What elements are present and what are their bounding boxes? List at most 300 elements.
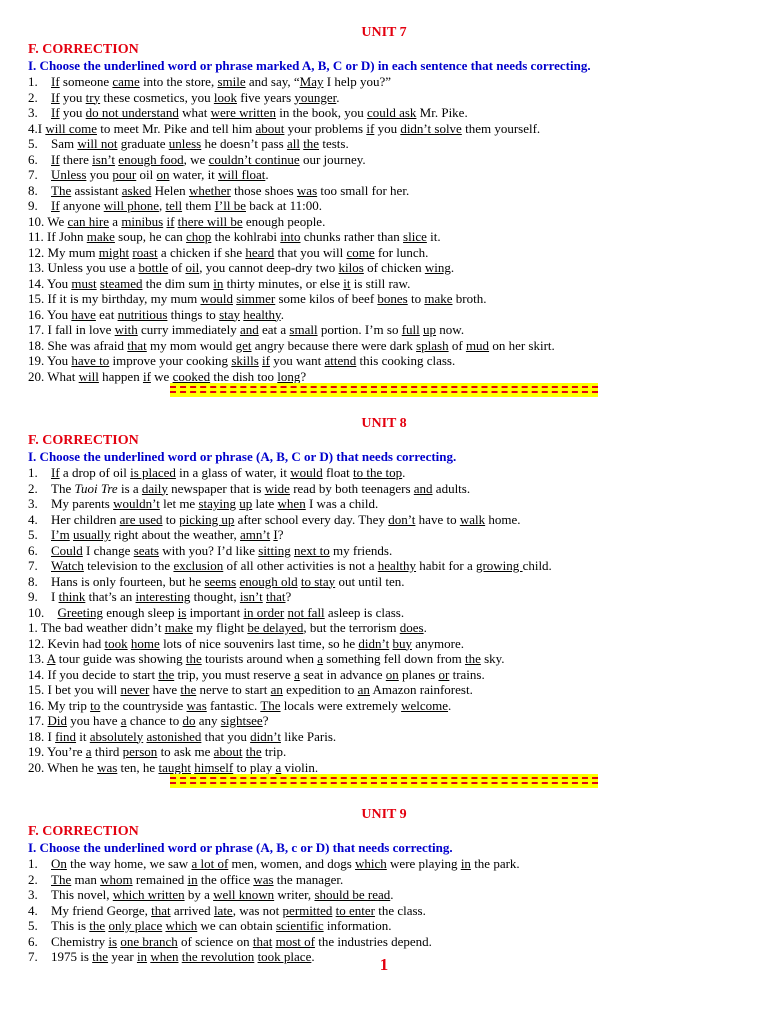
italic-title: Tuoi Tre — [74, 480, 118, 496]
question-number: 6. — [28, 933, 38, 949]
underlined-option: sightsee — [220, 713, 263, 728]
underlined-option: a — [85, 744, 92, 759]
sentence-text: to — [407, 291, 425, 306]
underlined-option: healthy — [377, 558, 417, 573]
question-item — [28, 682, 740, 698]
underlined-option: to stay — [300, 573, 336, 589]
underlined-option: Could — [51, 542, 83, 558]
sentence-text: into the store, — [139, 74, 218, 89]
sentence-text: tourists around when — [201, 651, 318, 666]
question-item — [28, 183, 740, 199]
question-item — [28, 512, 740, 528]
sentence-text: ? — [277, 527, 284, 542]
sentence-text: float — [322, 465, 354, 480]
sentence-text: is still raw. — [350, 275, 411, 291]
underlined-option: that — [127, 337, 147, 353]
sentence-text: tests. — [319, 136, 349, 151]
underlined-option: stay — [219, 306, 241, 322]
unit-title: UNIT 7 — [361, 25, 407, 40]
underlined-option: astonished — [146, 728, 202, 744]
underlined-option: an — [270, 682, 283, 697]
sentence-text: of science on — [177, 933, 253, 949]
underlined-option: sitting — [258, 542, 291, 558]
question-number: 16. — [28, 306, 45, 322]
sentence-text: You’re — [44, 744, 86, 759]
question-item — [28, 636, 740, 652]
underlined-option: a — [317, 651, 324, 666]
sentence-text: year — [108, 949, 137, 964]
sentence-text: If John — [43, 229, 87, 244]
sentence-text: broth. — [452, 291, 487, 306]
question-item — [28, 276, 740, 292]
underlined-option: might — [98, 244, 130, 260]
sentence-text: we — [150, 368, 173, 384]
question-item — [28, 605, 740, 621]
sentence-text: . — [336, 89, 340, 105]
sentence-text: let me — [159, 496, 199, 511]
question-number: 7. — [28, 949, 38, 964]
underlined-option: could ask — [366, 105, 417, 120]
underlined-option: the — [303, 136, 320, 151]
sentence-text: water, it — [169, 167, 219, 182]
underlined-option: full — [401, 322, 420, 337]
sentence-text: of all other activities is not a — [223, 558, 378, 573]
sentence-text: , you cannot deep-dry two — [199, 260, 339, 275]
underlined-option: and — [413, 480, 433, 496]
sentence-text: This novel, — [51, 887, 113, 902]
underlined-option: absolutely — [89, 728, 144, 744]
underlined-option: try — [85, 89, 101, 105]
sentence-text: enough sleep — [102, 604, 178, 620]
sentence-text: these cosmetics, you — [100, 89, 214, 105]
section-title: F. CORRECTION — [28, 42, 139, 57]
underlined-option: If — [51, 105, 60, 120]
sentence-text: we can obtain — [197, 918, 276, 933]
question-item — [28, 744, 740, 760]
underlined-option: be delayed — [247, 620, 304, 635]
question-item — [28, 121, 740, 137]
underlined-option: into — [280, 229, 301, 244]
sentence-text: seat in advance — [299, 666, 386, 682]
sentence-text: things to — [167, 306, 220, 322]
sentence-text: arrived — [170, 902, 214, 918]
question-number: 6. — [28, 542, 38, 558]
underlined-option: long — [277, 368, 301, 384]
question-number: 16. — [28, 697, 45, 713]
question-number: 4. — [28, 120, 38, 136]
sentence-text: he doesn’t pass — [201, 136, 287, 151]
question-item — [28, 667, 740, 683]
underlined-option: should be read — [314, 887, 391, 902]
sentence-text: trains. — [449, 666, 485, 682]
question-item — [28, 214, 740, 230]
underlined-option: Did — [47, 713, 67, 728]
sentence-text: The — [51, 480, 75, 496]
question-item — [28, 887, 740, 903]
question-item — [28, 574, 740, 590]
sentence-text: you — [59, 89, 86, 105]
sentence-text: Chemistry — [51, 933, 109, 949]
question-number: 9. — [28, 589, 38, 604]
underlined-option: a lot of — [191, 856, 229, 871]
underlined-option: which — [355, 856, 387, 871]
underlined-option: that — [151, 902, 171, 918]
underlined-option: which written — [112, 887, 185, 902]
question-item — [28, 152, 740, 168]
instruction: I. Choose the underlined word or phrase (A, B, C or D) that needs correcting. — [28, 449, 457, 464]
sentence-text: , we — [183, 151, 209, 167]
underlined-option: permitted — [282, 902, 333, 918]
underlined-option: picking up — [179, 511, 235, 527]
underlined-option: most of — [275, 933, 315, 949]
sentence-text: My friend George, — [51, 902, 152, 918]
sentence-text: back at 11:00. — [245, 198, 323, 213]
sentence-text: graduate — [117, 136, 169, 151]
underlined-option: on — [156, 167, 170, 182]
sentence-text: for lunch. — [374, 244, 429, 260]
question-number: 7. — [28, 167, 38, 182]
sentence-text: on her skirt. — [489, 337, 555, 353]
sentence-text: The bad weather didn’t — [37, 620, 165, 635]
underlined-option: seats — [133, 542, 159, 558]
sentence-text: enough people. — [242, 213, 326, 229]
underlined-option: when — [277, 496, 306, 511]
sentence-text: to — [162, 511, 180, 527]
underlined-option: wide — [264, 480, 290, 496]
section-title: F. CORRECTION — [28, 824, 139, 839]
sentence-text: anyone — [59, 198, 104, 213]
sentence-text: the kohlrabi — [211, 229, 281, 244]
sentence-text: important — [186, 604, 244, 620]
sentence-text: eat — [95, 306, 118, 322]
underlined-option: must — [71, 275, 97, 291]
question-item — [28, 729, 740, 745]
sentence-text: If you decide to start — [44, 666, 159, 682]
question-number: 5. — [28, 918, 38, 933]
underlined-option: If — [51, 89, 60, 105]
sentence-text: a chicken if she — [157, 244, 246, 260]
sentence-text: ? — [300, 368, 307, 384]
underlined-option: on — [385, 666, 399, 682]
sentence-text: a drop of oil — [59, 465, 131, 480]
underlined-option: whom — [100, 871, 133, 887]
question-item — [28, 698, 740, 714]
sentence-text: in the book, you — [275, 105, 367, 120]
question-number: 12. — [28, 244, 45, 260]
question-item — [28, 918, 740, 934]
question-number: 3. — [28, 496, 38, 511]
sentence-text: you — [86, 167, 113, 182]
question-number: 15. — [28, 682, 45, 697]
sentence-text: , — [158, 198, 166, 213]
sentence-text: Unless you use a — [44, 260, 139, 275]
sentence-text: Hans is only fourteen, but he — [51, 573, 205, 589]
question-item — [28, 322, 740, 338]
sentence-text: You — [44, 275, 72, 291]
underlined-option: make — [424, 291, 453, 306]
sentence-text: My mum — [44, 244, 99, 260]
underlined-option: were written — [210, 105, 276, 120]
question-number: 18. — [28, 728, 45, 744]
underlined-option: growing — [475, 558, 523, 573]
underlined-option: If — [51, 151, 60, 167]
underlined-option: splash — [416, 337, 449, 353]
instruction: I. Choose the underlined word or phrase (A, B, c or D) that needs correcting. — [28, 840, 453, 855]
sentence-text: the dish too — [210, 368, 278, 384]
underlined-option: welcome — [401, 697, 449, 713]
sentence-text: have to — [415, 511, 460, 527]
separator-bar — [170, 383, 598, 397]
underlined-option: younger — [294, 89, 337, 105]
question-number: 13. — [28, 260, 45, 275]
underlined-option: about — [255, 120, 285, 136]
sentence-text: and say, “ — [245, 74, 300, 89]
underlined-option: unless — [168, 136, 202, 151]
underlined-option: couldn’t continue — [208, 151, 300, 167]
sentence-text: I — [44, 728, 56, 744]
underlined-option: I’ll be — [214, 198, 246, 213]
sentence-text: any — [195, 713, 221, 728]
sentence-text: I bet you will — [44, 682, 121, 697]
sentence-text: Amazon rainforest. — [369, 682, 473, 697]
sentence-text: . — [423, 620, 427, 635]
question-item — [28, 481, 740, 497]
underlined-option: The — [260, 697, 281, 713]
underlined-option: only place — [108, 918, 163, 933]
underlined-option: are used — [119, 511, 163, 527]
underlined-option: bones — [377, 291, 408, 306]
instruction: I. Choose the underlined word or phrase marked A, B, C or D) in each sentence that needs correcting. — [28, 58, 591, 73]
sentence-text: If it is my birthday, my mum — [44, 291, 201, 306]
sentence-text: the office — [197, 871, 254, 887]
sentence-text: the countryside — [100, 697, 187, 713]
sentence-text: read by both teenagers — [289, 480, 414, 496]
underlined-option: taught — [158, 759, 191, 775]
question-item — [28, 167, 740, 183]
underlined-option: walk — [459, 511, 486, 527]
sentence-text: out until ten. — [335, 573, 405, 589]
underlined-option: asked — [121, 182, 152, 198]
underlined-option: slice — [403, 229, 427, 244]
question-number: 8. — [28, 573, 38, 589]
underlined-option: pour — [112, 167, 137, 182]
underlined-option: didn’t — [250, 728, 281, 744]
unit-title: UNIT 9 — [361, 807, 407, 822]
unit-9-block — [28, 806, 740, 965]
underlined-option: if — [166, 213, 175, 229]
question-item — [28, 558, 740, 574]
section-title: F. CORRECTION — [28, 433, 139, 448]
sentence-text: of — [448, 337, 466, 353]
sentence-text: . — [390, 887, 394, 902]
underlined-option: person — [122, 744, 158, 759]
sentence-text: newspaper that is — [167, 480, 265, 496]
sentence-text: too small for her. — [317, 182, 410, 198]
underlined-option: the revolution — [181, 949, 255, 964]
underlined-option: chop — [186, 229, 212, 244]
underlined-option: will come — [45, 120, 97, 136]
question-number: 5. — [28, 527, 38, 542]
sentence-text: , but the terrorism — [303, 620, 400, 635]
underlined-option: make — [164, 620, 193, 635]
underlined-option: small — [289, 322, 318, 337]
sentence-text: it. — [426, 229, 441, 244]
question-item — [28, 934, 740, 950]
question-number: 20. — [28, 368, 45, 384]
sentence-text: soup, he can — [114, 229, 187, 244]
sentence-text: nerve to start — [196, 682, 271, 697]
underlined-option: kilos — [338, 260, 364, 275]
sentence-text: to ask me — [157, 744, 214, 759]
sentence-text: When he — [44, 759, 98, 775]
question-item — [28, 136, 740, 152]
sentence-text: oil — [136, 167, 157, 182]
underlined-option: will — [78, 368, 99, 384]
sentence-text: of chicken — [363, 260, 425, 275]
sentence-text: trip, you must reserve — [174, 666, 295, 682]
underlined-option: a — [275, 759, 282, 775]
sentence-text: Kevin had — [44, 635, 105, 651]
sentence-text: by a — [184, 887, 214, 902]
sentence-text: Helen — [151, 182, 189, 198]
sentence-text: those shoes — [230, 182, 297, 198]
question-number: 1. — [28, 620, 38, 635]
sentence-text: tour guide was showing — [55, 651, 186, 666]
underlined-option: the — [245, 744, 262, 759]
question-number: 20. — [28, 759, 45, 775]
question-item — [28, 229, 740, 245]
sentence-text: . — [448, 697, 452, 713]
sentence-text: She was afraid — [44, 337, 128, 353]
sentence-text: asleep is class. — [324, 604, 405, 620]
question-number: 17. — [28, 322, 45, 337]
underlined-option: If — [51, 74, 60, 89]
sentence-text: This is — [51, 918, 90, 933]
sentence-text: , was not — [232, 902, 283, 918]
underlined-option: didn’t solve — [400, 120, 462, 136]
underlined-option: The — [51, 182, 72, 198]
underlined-option: make — [86, 229, 115, 244]
underlined-option: with — [114, 322, 138, 337]
sentence-text: I — [37, 120, 46, 136]
sentence-text: my flight — [192, 620, 248, 635]
sentence-text: fantastic. — [206, 697, 261, 713]
underlined-option: a — [294, 666, 300, 682]
question-item — [28, 74, 740, 90]
question-item — [28, 369, 740, 385]
underlined-option: took place — [257, 949, 312, 964]
worksheet-page — [28, 24, 740, 965]
question-number: 6. — [28, 151, 38, 167]
underlined-option: an — [357, 682, 370, 697]
underlined-option: to enter — [335, 902, 375, 918]
sentence-text: my mom would — [146, 337, 236, 353]
question-item — [28, 245, 740, 261]
sentence-text: some kilos of beef — [275, 291, 378, 306]
sentence-text: 1975 is — [51, 949, 93, 964]
underlined-option: On — [51, 856, 67, 871]
underlined-option: If — [51, 465, 60, 480]
question-number: 1. — [28, 856, 38, 871]
sentence-text: chance to — [126, 713, 183, 728]
underlined-option: smile — [217, 74, 246, 89]
underlined-option: is — [177, 604, 187, 620]
underlined-option: skills — [231, 353, 259, 368]
sentence-text: five years — [236, 89, 295, 105]
underlined-option: oil — [185, 260, 200, 275]
underlined-option: a — [120, 713, 127, 728]
underlined-option: there will be — [177, 213, 243, 229]
question-number: 15. — [28, 291, 45, 306]
underlined-option: minibus — [121, 213, 164, 229]
underlined-option: in — [460, 856, 471, 871]
sentence-text: writer, — [274, 887, 315, 902]
question-number: 14. — [28, 666, 45, 682]
question-number: 17. — [28, 713, 45, 728]
underlined-option: was — [186, 697, 207, 713]
underlined-option: up — [423, 322, 437, 337]
sentence-text: thirty minutes, or else — [223, 275, 344, 291]
underlined-option: the — [464, 651, 481, 666]
question-number: 12. — [28, 635, 45, 651]
underlined-option: isn’t — [239, 589, 263, 604]
underlined-option: was — [296, 182, 318, 198]
underlined-option: never — [120, 682, 150, 697]
sentence-text: remained — [132, 871, 188, 887]
underlined-option: can hire — [67, 213, 110, 229]
question-item — [28, 872, 740, 888]
sentence-text: in a glass of water, it — [175, 465, 291, 480]
unit-7-block — [28, 24, 740, 401]
underlined-option: the — [89, 918, 106, 933]
question-number: 4. — [28, 902, 38, 918]
question-item — [28, 713, 740, 729]
sentence-text: the class. — [374, 902, 426, 918]
sentence-text: trip. — [261, 744, 287, 759]
sentence-text: angry because there were dark — [251, 337, 417, 353]
question-item — [28, 496, 740, 512]
underlined-option: came — [112, 74, 140, 89]
sentence-text: like Paris. — [280, 728, 337, 744]
sentence-text: man — [71, 871, 101, 887]
underlined-option: if — [142, 368, 151, 384]
question-item — [28, 198, 740, 214]
question-item — [28, 291, 740, 307]
underlined-option: look — [213, 89, 237, 105]
sentence-text: this cooking class. — [356, 353, 456, 368]
question-item — [28, 353, 740, 369]
question-number: 8. — [28, 182, 38, 198]
underlined-option: scientific — [275, 918, 324, 933]
underlined-option: bottle — [138, 260, 169, 275]
underlined-option: late — [213, 902, 233, 918]
sentence-text: right about the weather, — [110, 527, 241, 542]
underlined-option: staying — [198, 496, 237, 511]
underlined-option: wing — [424, 260, 451, 275]
sentence-text: habit for a — [416, 558, 476, 573]
underlined-option: think — [58, 589, 86, 604]
sentence-text: the way home, we saw — [66, 856, 192, 871]
underlined-option: when — [150, 949, 179, 964]
underlined-option: have — [71, 306, 96, 322]
underlined-option: If — [51, 198, 60, 213]
sentence-text: to meet Mr. Pike and tell him — [96, 120, 256, 136]
sentence-text: ten, he — [117, 759, 159, 775]
sentence-text: it — [76, 728, 90, 744]
sentence-text: I help you?” — [323, 74, 392, 89]
underlined-option: in — [187, 871, 198, 887]
underlined-option: is placed — [130, 465, 176, 480]
